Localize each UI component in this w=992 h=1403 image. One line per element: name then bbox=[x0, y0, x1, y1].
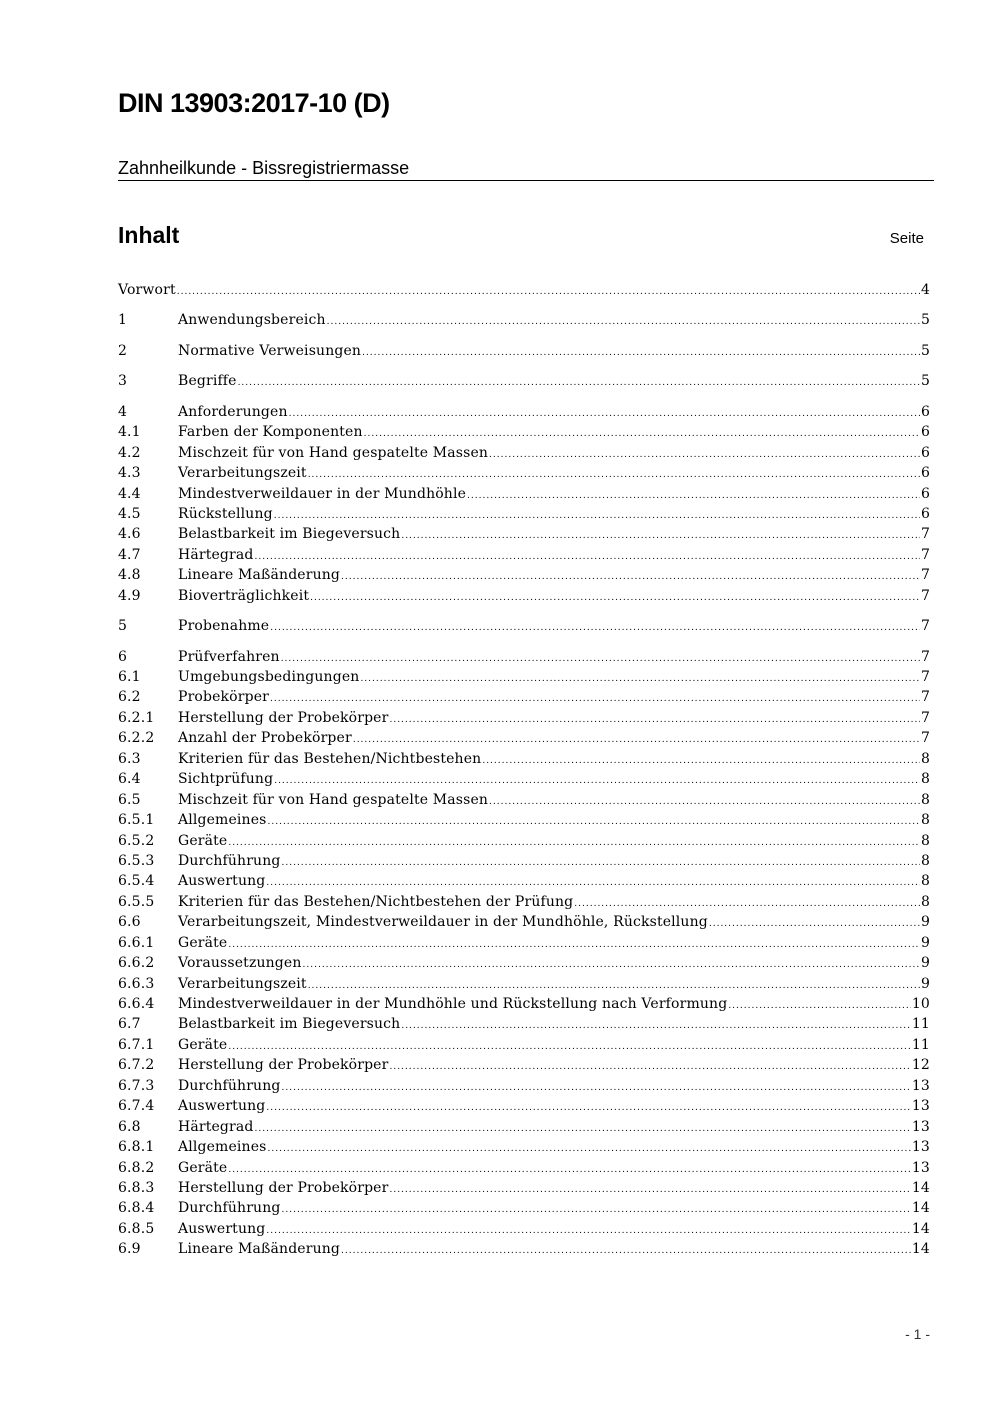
toc-leader-dots bbox=[266, 1221, 910, 1241]
toc-entry-page: 8 bbox=[920, 893, 930, 910]
toc-entry-page: 8 bbox=[920, 771, 930, 788]
toc-entry-page: 6 bbox=[920, 444, 930, 461]
toc-entry[interactable] bbox=[118, 687, 930, 707]
toc-entry-number: 6.7 bbox=[118, 1016, 141, 1033]
toc-entry[interactable] bbox=[118, 280, 930, 300]
toc-leader-dots bbox=[177, 282, 920, 302]
toc-entry-title: Geräte bbox=[178, 934, 228, 951]
toc-leader-dots bbox=[574, 894, 920, 914]
toc-entry[interactable] bbox=[118, 810, 930, 830]
toc-entry-number: 6.6.1 bbox=[118, 934, 155, 951]
toc-leader-dots bbox=[389, 1057, 910, 1077]
toc-entry-number: 6.5.2 bbox=[118, 832, 155, 849]
toc-entry[interactable] bbox=[118, 667, 930, 687]
toc-entry-number: 5 bbox=[118, 618, 128, 635]
toc-entry-number: Vorwort bbox=[118, 282, 176, 298]
toc-entry-title: Kriterien für das Bestehen/Nichtbestehen der Prüfung bbox=[178, 893, 574, 910]
toc-entry[interactable] bbox=[118, 994, 930, 1014]
toc-entry[interactable] bbox=[118, 565, 930, 585]
toc-entry-page: 13 bbox=[911, 1098, 930, 1115]
toc-leader-dots bbox=[270, 618, 920, 638]
toc-entry[interactable] bbox=[118, 616, 930, 636]
toc-entry-number: 6.7.1 bbox=[118, 1036, 155, 1053]
toc-entry-number: 1 bbox=[118, 312, 128, 329]
toc-entry-title: Verarbeitungszeit bbox=[178, 975, 307, 992]
toc-entry-number: 6.5.4 bbox=[118, 873, 155, 890]
toc-entry[interactable] bbox=[118, 586, 930, 606]
toc-entry-page: 8 bbox=[920, 750, 930, 767]
toc-leader-dots bbox=[489, 792, 920, 812]
toc-entry-title: Mischzeit für von Hand gespatelte Massen bbox=[178, 791, 489, 808]
toc-entry-page: 13 bbox=[911, 1159, 930, 1176]
toc-entry[interactable] bbox=[118, 524, 930, 544]
toc-entry[interactable] bbox=[118, 912, 930, 932]
toc-entry-number: 6.7.2 bbox=[118, 1057, 155, 1074]
toc-leader-dots bbox=[266, 1098, 910, 1118]
toc-entry-number: 6.5.3 bbox=[118, 852, 155, 869]
toc-leader-dots bbox=[282, 1200, 911, 1220]
page-number-footer: - 1 - bbox=[905, 1326, 930, 1342]
toc-entry[interactable] bbox=[118, 504, 930, 524]
toc-entry-title: Auswertung bbox=[178, 1220, 266, 1237]
toc-entry-number: 4.4 bbox=[118, 485, 141, 502]
toc-entry-title: Anwendungsbereich bbox=[178, 312, 326, 329]
toc-leader-dots bbox=[228, 1037, 911, 1057]
toc-entry[interactable] bbox=[118, 463, 930, 483]
toc-entry[interactable] bbox=[118, 341, 930, 361]
toc-leader-dots bbox=[266, 873, 920, 893]
toc-entry[interactable] bbox=[118, 1117, 930, 1137]
toc-entry-page: 14 bbox=[911, 1200, 930, 1217]
toc-entry-number: 6.4 bbox=[118, 771, 141, 788]
toc-entry-title: Sichtprüfung bbox=[178, 771, 274, 788]
toc-leader-dots bbox=[489, 445, 920, 465]
toc-leader-dots bbox=[268, 1139, 911, 1159]
toc-leader-dots bbox=[467, 486, 920, 506]
toc-leader-dots bbox=[327, 312, 920, 332]
toc-leader-dots bbox=[389, 710, 919, 730]
toc-entry-page: 7 bbox=[920, 526, 930, 543]
toc-leader-dots bbox=[228, 935, 920, 955]
toc-entry-title: Lineare Maßänderung bbox=[178, 567, 341, 584]
toc-entry[interactable] bbox=[118, 484, 930, 504]
toc-entry[interactable] bbox=[118, 1219, 930, 1239]
toc-entry-title: Belastbarkeit im Biegeversuch bbox=[178, 1016, 401, 1033]
toc-entry[interactable] bbox=[118, 1239, 930, 1259]
toc-entry-title: Herstellung der Probekörper bbox=[178, 1179, 389, 1196]
toc-leader-dots bbox=[308, 976, 920, 996]
toc-entry[interactable] bbox=[118, 647, 930, 667]
toc-entry[interactable] bbox=[118, 1035, 930, 1055]
toc-entry-page: 4 bbox=[920, 282, 930, 298]
toc-leader-dots bbox=[270, 689, 920, 709]
toc-entry-title: Geräte bbox=[178, 832, 228, 849]
toc-entry-page: 8 bbox=[920, 812, 930, 829]
toc-leader-dots bbox=[228, 833, 920, 853]
toc-entry-number: 4.3 bbox=[118, 465, 141, 482]
toc-entry[interactable] bbox=[118, 1014, 930, 1034]
toc-entry-title: Lineare Maßänderung bbox=[178, 1241, 341, 1258]
toc-entry-number: 6.8.3 bbox=[118, 1179, 155, 1196]
toc-entry-page: 5 bbox=[920, 342, 930, 359]
toc-entry[interactable] bbox=[118, 1076, 930, 1096]
toc-entry-page: 9 bbox=[920, 914, 930, 931]
toc-entry-title: Durchführung bbox=[178, 852, 281, 869]
toc-leader-dots bbox=[482, 751, 920, 771]
toc-entry-page: 7 bbox=[920, 689, 930, 706]
toc-entry-title: Kriterien für das Bestehen/Nichtbestehen bbox=[178, 750, 482, 767]
toc-entry[interactable] bbox=[118, 402, 930, 422]
toc-entry-number: 6.7.4 bbox=[118, 1098, 155, 1115]
toc-entry-title: Anzahl der Probekörper bbox=[178, 730, 352, 747]
toc-entry-number: 4.2 bbox=[118, 444, 141, 461]
toc-entry-page: 13 bbox=[911, 1077, 930, 1094]
toc-entry-page: 12 bbox=[911, 1057, 930, 1074]
toc-entry-title: Härtegrad bbox=[178, 546, 254, 563]
toc-entry-page: 6 bbox=[920, 403, 930, 420]
toc-entry-page: 7 bbox=[920, 669, 930, 685]
toc-entry-title: Probekörper bbox=[178, 689, 269, 706]
toc-entry[interactable] bbox=[118, 728, 930, 748]
toc-leader-dots bbox=[254, 547, 919, 567]
toc-entry-number: 6.2 bbox=[118, 689, 141, 706]
toc-entry-title: Herstellung der Probekörper bbox=[178, 709, 389, 726]
toc-entry-number: 6.5 bbox=[118, 791, 141, 808]
toc-entry[interactable] bbox=[118, 371, 930, 391]
toc-entry-page: 9 bbox=[920, 955, 930, 972]
toc-leader-dots bbox=[364, 424, 920, 444]
toc-entry-title: Rückstellung bbox=[178, 505, 273, 522]
toc-entry-number: 6.8.2 bbox=[118, 1159, 155, 1176]
toc-entry-page: 6 bbox=[920, 424, 930, 441]
toc-entry-number: 6.2.2 bbox=[118, 730, 155, 747]
toc-entry-number: 4.1 bbox=[118, 424, 141, 441]
toc-leader-dots bbox=[282, 853, 920, 873]
toc-entry-page: 7 bbox=[920, 546, 930, 563]
toc-leader-dots bbox=[310, 588, 920, 608]
toc-entry-title: Durchführung bbox=[178, 1200, 281, 1217]
toc-entry-number: 6.8.1 bbox=[118, 1139, 155, 1156]
toc-entry-page: 7 bbox=[920, 730, 930, 747]
toc-entry-title: Auswertung bbox=[178, 1098, 266, 1115]
toc-entry[interactable] bbox=[118, 1198, 930, 1218]
toc-entry-number: 6.9 bbox=[118, 1241, 141, 1258]
toc-leader-dots bbox=[353, 730, 920, 750]
toc-entry-page: 7 bbox=[920, 618, 930, 635]
toc-entry-number: 6.6.2 bbox=[118, 955, 155, 972]
toc-entry-title: Bioverträglichkeit bbox=[178, 587, 310, 604]
toc-entry-number: 4.5 bbox=[118, 505, 141, 522]
toc-entry-number: 4.6 bbox=[118, 526, 141, 543]
toc-heading: Inhalt bbox=[118, 222, 180, 248]
toc-entry-number: 6.6.4 bbox=[118, 996, 155, 1012]
toc-entry-title: Verarbeitungszeit, Mindestverweildauer in der Mundhöhle, Rückstellung bbox=[178, 914, 708, 931]
toc-entry-title: Durchführung bbox=[178, 1077, 281, 1094]
toc-leader-dots bbox=[289, 404, 920, 424]
toc-entry-page: 7 bbox=[920, 567, 930, 584]
toc-entry-title: Voraussetzungen bbox=[178, 955, 302, 972]
toc-leader-dots bbox=[401, 526, 920, 546]
toc-entry-title: Farben der Komponenten bbox=[178, 424, 363, 441]
toc-entry-page: 5 bbox=[920, 312, 930, 329]
toc-entry-number: 6.7.3 bbox=[118, 1077, 155, 1094]
toc-leader-dots bbox=[389, 1180, 910, 1200]
toc-leader-dots bbox=[268, 812, 920, 832]
toc-entry-title: Mindestverweildauer in der Mundhöhle und Rückstellung nach Verformung bbox=[178, 996, 728, 1012]
toc-entry-number: 2 bbox=[118, 342, 128, 359]
toc-entry[interactable] bbox=[118, 851, 930, 871]
toc-entry-title: Auswertung bbox=[178, 873, 266, 890]
toc-entry-page: 7 bbox=[920, 709, 930, 726]
toc-entry-number: 3 bbox=[118, 373, 128, 390]
toc-entry-title: Probenahme bbox=[178, 618, 270, 635]
toc-entry[interactable] bbox=[118, 1137, 930, 1157]
toc-entry-page: 9 bbox=[920, 934, 930, 951]
toc-entry-page: 13 bbox=[911, 1139, 930, 1156]
toc-leader-dots bbox=[360, 669, 920, 689]
toc-entry-number: 6.8.4 bbox=[118, 1200, 155, 1217]
toc-entry-page: 6 bbox=[920, 505, 930, 522]
toc-entry-page: 7 bbox=[920, 587, 930, 604]
toc-entry-number: 6.5.5 bbox=[118, 893, 155, 910]
toc-entry-number: 6.1 bbox=[118, 669, 141, 685]
toc-entry-page: 8 bbox=[920, 852, 930, 869]
toc-entry-title: Umgebungsbedingungen bbox=[178, 669, 360, 685]
toc-leader-dots bbox=[282, 1078, 911, 1098]
toc-entry-number: 6.8 bbox=[118, 1118, 141, 1135]
toc-entry-number: 6.5.1 bbox=[118, 812, 155, 829]
toc-page-column-heading: Seite bbox=[889, 230, 924, 247]
toc-leader-dots bbox=[709, 914, 920, 934]
toc-entry[interactable] bbox=[118, 933, 930, 953]
toc-entry-page: 11 bbox=[911, 1036, 930, 1053]
toc-entry[interactable] bbox=[118, 1055, 930, 1075]
toc-entry[interactable] bbox=[118, 310, 930, 330]
toc-entry-title: Geräte bbox=[178, 1159, 228, 1176]
table-of-contents bbox=[118, 280, 930, 1260]
toc-entry-number: 6.6.3 bbox=[118, 975, 155, 992]
toc-leader-dots bbox=[254, 1119, 910, 1139]
toc-entry[interactable] bbox=[118, 831, 930, 851]
toc-entry-title: Normative Verweisungen bbox=[178, 342, 362, 359]
toc-entry[interactable] bbox=[118, 1178, 930, 1198]
toc-leader-dots bbox=[728, 996, 911, 1016]
toc-entry-number: 6.3 bbox=[118, 750, 141, 767]
toc-entry-number: 4.9 bbox=[118, 587, 141, 604]
toc-leader-dots bbox=[238, 373, 920, 393]
toc-entry[interactable] bbox=[118, 892, 930, 912]
toc-leader-dots bbox=[303, 955, 920, 975]
toc-entry-page: 10 bbox=[911, 996, 930, 1012]
toc-entry-page: 9 bbox=[920, 975, 930, 992]
toc-entry[interactable] bbox=[118, 1096, 930, 1116]
document-subtitle: Zahnheilkunde - Bissregistriermasse bbox=[118, 158, 934, 181]
toc-leader-dots bbox=[341, 567, 920, 587]
toc-entry[interactable] bbox=[118, 953, 930, 973]
toc-entry-number: 6 bbox=[118, 648, 128, 665]
toc-entry-title: Verarbeitungszeit bbox=[178, 465, 307, 482]
toc-entry-page: 14 bbox=[911, 1179, 930, 1196]
toc-entry[interactable] bbox=[118, 769, 930, 789]
toc-entry-page: 14 bbox=[911, 1241, 930, 1258]
toc-entry[interactable] bbox=[118, 749, 930, 769]
toc-entry[interactable] bbox=[118, 1158, 930, 1178]
toc-leader-dots bbox=[308, 465, 920, 485]
toc-entry-title: Belastbarkeit im Biegeversuch bbox=[178, 526, 401, 543]
toc-entry-title: Allgemeines bbox=[178, 812, 267, 829]
toc-entry-page: 11 bbox=[911, 1016, 930, 1033]
toc-entry[interactable] bbox=[118, 871, 930, 891]
toc-entry-page: 7 bbox=[920, 648, 930, 665]
toc-entry-title: Härtegrad bbox=[178, 1118, 254, 1135]
toc-leader-dots bbox=[274, 506, 920, 526]
toc-entry-number: 4.7 bbox=[118, 546, 141, 563]
document-title: DIN 13903:2017-10 (D) bbox=[118, 88, 390, 118]
toc-entry[interactable] bbox=[118, 708, 930, 728]
toc-leader-dots bbox=[341, 1241, 911, 1261]
toc-entry-page: 6 bbox=[920, 485, 930, 502]
toc-leader-dots bbox=[401, 1016, 911, 1036]
toc-entry-number: 4.8 bbox=[118, 567, 141, 584]
toc-entry-title: Mindestverweildauer in der Mundhöhle bbox=[178, 485, 467, 502]
toc-entry-page: 8 bbox=[920, 791, 930, 808]
toc-entry-number: 4 bbox=[118, 403, 128, 420]
toc-entry-title: Begriffe bbox=[178, 373, 237, 390]
toc-entry-title: Prüfverfahren bbox=[178, 648, 280, 665]
toc-entry-title: Allgemeines bbox=[178, 1139, 267, 1156]
toc-entry-page: 13 bbox=[911, 1118, 930, 1135]
toc-leader-dots bbox=[228, 1160, 911, 1180]
toc-entry-title: Geräte bbox=[178, 1036, 228, 1053]
toc-entry-page: 14 bbox=[911, 1220, 930, 1237]
toc-entry[interactable] bbox=[118, 790, 930, 810]
toc-leader-dots bbox=[274, 771, 920, 791]
toc-entry-title: Mischzeit für von Hand gespatelte Massen bbox=[178, 444, 489, 461]
toc-entry[interactable] bbox=[118, 974, 930, 994]
toc-entry[interactable] bbox=[118, 545, 930, 565]
toc-entry-number: 6.6 bbox=[118, 914, 141, 931]
toc-entry[interactable] bbox=[118, 443, 930, 463]
toc-entry-number: 6.2.1 bbox=[118, 709, 155, 726]
toc-entry-number: 6.8.5 bbox=[118, 1220, 155, 1237]
toc-entry-page: 6 bbox=[920, 465, 930, 482]
toc-entry[interactable] bbox=[118, 422, 930, 442]
toc-entry-page: 8 bbox=[920, 873, 930, 890]
toc-entry-page: 8 bbox=[920, 832, 930, 849]
toc-leader-dots bbox=[281, 649, 920, 669]
toc-entry-page: 5 bbox=[920, 373, 930, 390]
toc-entry-title: Anforderungen bbox=[178, 403, 288, 420]
toc-leader-dots bbox=[362, 343, 920, 363]
toc-entry-title: Herstellung der Probekörper bbox=[178, 1057, 389, 1074]
